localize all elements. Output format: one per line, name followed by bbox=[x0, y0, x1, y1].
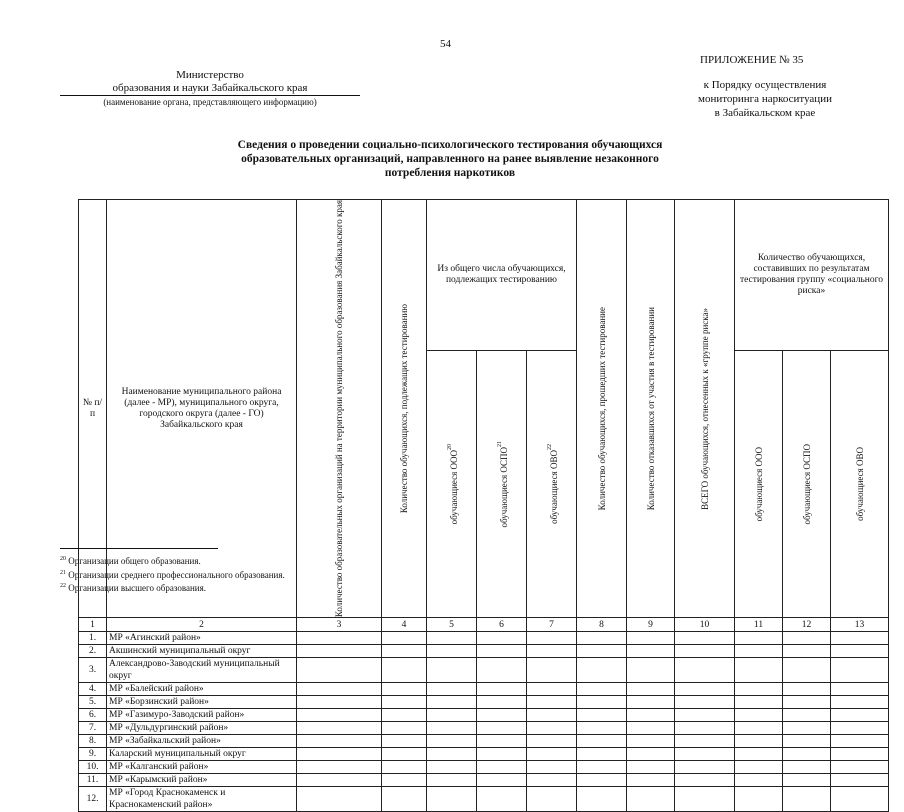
empty-cell bbox=[577, 632, 627, 645]
empty-cell bbox=[831, 787, 889, 812]
row-index: 7. bbox=[79, 722, 107, 735]
footnote-ref-21: 21 bbox=[496, 440, 503, 447]
report-title bbox=[180, 138, 720, 180]
empty-cell bbox=[577, 645, 627, 658]
empty-cell bbox=[427, 774, 477, 787]
header-refused bbox=[627, 200, 675, 618]
column-number-row bbox=[79, 618, 889, 632]
appendix-subtitle-line: мониторинга наркоситуации bbox=[698, 93, 832, 105]
row-name: МР «Балейский район» bbox=[107, 683, 297, 696]
column-number: 3 bbox=[297, 618, 382, 632]
empty-cell bbox=[527, 658, 577, 683]
row-index: 8. bbox=[79, 735, 107, 748]
empty-cell bbox=[783, 722, 831, 735]
row-index: 12. bbox=[79, 787, 107, 812]
empty-cell bbox=[477, 787, 527, 812]
empty-cell bbox=[675, 709, 735, 722]
footnote-text: Организации общего образования. bbox=[68, 556, 201, 566]
footnote-text: Организации среднего профессионального образования. bbox=[68, 569, 285, 580]
empty-cell bbox=[382, 761, 427, 774]
header-org-count-text: Количество образовательных организаций на территории муниципального образования Забайкальского края bbox=[334, 200, 344, 618]
empty-cell bbox=[675, 735, 735, 748]
empty-cell bbox=[735, 645, 783, 658]
empty-cell bbox=[783, 774, 831, 787]
empty-cell bbox=[577, 696, 627, 709]
row-index: 2. bbox=[79, 645, 107, 658]
empty-cell bbox=[382, 658, 427, 683]
header-group-subject: Из общего числа обучающихся, подлежащих тестированию bbox=[427, 200, 577, 351]
empty-cell bbox=[783, 645, 831, 658]
empty-cell bbox=[382, 632, 427, 645]
empty-cell bbox=[831, 658, 889, 683]
row-name: Каларский муниципальный округ bbox=[107, 748, 297, 761]
empty-cell bbox=[735, 709, 783, 722]
empty-cell bbox=[675, 787, 735, 812]
empty-cell bbox=[427, 658, 477, 683]
empty-cell bbox=[297, 683, 382, 696]
row-index: 10. bbox=[79, 761, 107, 774]
footnotes bbox=[60, 554, 285, 595]
header-risk-ooo bbox=[735, 351, 783, 618]
empty-cell bbox=[577, 748, 627, 761]
empty-cell bbox=[427, 722, 477, 735]
table-row bbox=[79, 696, 889, 709]
footnote-number: 22 bbox=[60, 583, 66, 589]
empty-cell bbox=[527, 761, 577, 774]
empty-cell bbox=[735, 722, 783, 735]
table-row bbox=[79, 683, 889, 696]
table-row bbox=[79, 709, 889, 722]
table-row bbox=[79, 735, 889, 748]
report-title-line: потребления наркотиков bbox=[384, 167, 516, 179]
empty-cell bbox=[831, 774, 889, 787]
row-name: МР «Город Краснокаменск и Краснокаменский район» bbox=[107, 787, 297, 812]
empty-cell bbox=[382, 787, 427, 812]
column-number: 11 bbox=[735, 618, 783, 632]
header-subject-count-text: Количество обучающихся, подлежащих тестированию bbox=[399, 304, 409, 514]
empty-cell bbox=[783, 632, 831, 645]
row-index: 9. bbox=[79, 748, 107, 761]
empty-cell bbox=[675, 658, 735, 683]
empty-cell bbox=[831, 696, 889, 709]
empty-cell bbox=[783, 748, 831, 761]
empty-cell bbox=[477, 683, 527, 696]
empty-cell bbox=[675, 761, 735, 774]
empty-cell bbox=[577, 722, 627, 735]
empty-cell bbox=[627, 787, 675, 812]
row-index: 1. bbox=[79, 632, 107, 645]
empty-cell bbox=[783, 787, 831, 812]
reporting-authority bbox=[60, 69, 360, 109]
table-row bbox=[79, 774, 889, 787]
empty-cell bbox=[477, 709, 527, 722]
column-number: 8 bbox=[577, 618, 627, 632]
empty-cell bbox=[382, 696, 427, 709]
empty-cell bbox=[831, 709, 889, 722]
empty-cell bbox=[831, 722, 889, 735]
empty-cell bbox=[527, 774, 577, 787]
row-name: МР «Агинский район» bbox=[107, 632, 297, 645]
column-number: 6 bbox=[477, 618, 527, 632]
empty-cell bbox=[577, 709, 627, 722]
header-subject-ospo-text: обучающиеся ОСПО bbox=[498, 446, 509, 528]
header-num: № п/п bbox=[79, 200, 107, 618]
empty-cell bbox=[427, 787, 477, 812]
empty-cell bbox=[735, 761, 783, 774]
empty-cell bbox=[382, 645, 427, 658]
empty-cell bbox=[831, 735, 889, 748]
header-subject-ooo-text: обучающиеся ООО bbox=[448, 449, 459, 525]
row-index: 5. bbox=[79, 696, 107, 709]
empty-cell bbox=[735, 696, 783, 709]
empty-cell bbox=[527, 748, 577, 761]
empty-cell bbox=[735, 683, 783, 696]
empty-cell bbox=[297, 748, 382, 761]
empty-cell bbox=[831, 632, 889, 645]
empty-cell bbox=[831, 645, 889, 658]
empty-cell bbox=[627, 658, 675, 683]
empty-cell bbox=[783, 709, 831, 722]
column-number: 12 bbox=[783, 618, 831, 632]
header-risk-ospo-text: обучающиеся ОСПО bbox=[801, 443, 812, 525]
empty-cell bbox=[527, 683, 577, 696]
empty-cell bbox=[477, 645, 527, 658]
authority-caption: (наименование органа, представляющего информацию) bbox=[103, 97, 317, 107]
row-name: Акшинский муниципальный округ bbox=[107, 645, 297, 658]
authority-name-line2: образования и науки Забайкальского края bbox=[60, 82, 360, 96]
empty-cell bbox=[627, 632, 675, 645]
row-name: МР «Дульдургинский район» bbox=[107, 722, 297, 735]
header-passed bbox=[577, 200, 627, 618]
column-number: 7 bbox=[527, 618, 577, 632]
empty-cell bbox=[527, 632, 577, 645]
authority-name-line1: Министерство bbox=[176, 69, 244, 81]
empty-cell bbox=[297, 658, 382, 683]
empty-cell bbox=[735, 658, 783, 683]
empty-cell bbox=[527, 735, 577, 748]
empty-cell bbox=[427, 709, 477, 722]
empty-cell bbox=[527, 696, 577, 709]
column-number: 5 bbox=[427, 618, 477, 632]
empty-cell bbox=[427, 645, 477, 658]
empty-cell bbox=[477, 696, 527, 709]
column-number: 13 bbox=[831, 618, 889, 632]
empty-cell bbox=[382, 722, 427, 735]
empty-cell bbox=[527, 722, 577, 735]
appendix-subtitle-line: в Забайкальском крае bbox=[714, 107, 816, 119]
footnote-ref-22: 22 bbox=[546, 444, 553, 451]
header-subject-ospo bbox=[477, 351, 527, 618]
empty-cell bbox=[783, 683, 831, 696]
row-name: МР «Калганский район» bbox=[107, 761, 297, 774]
footnote-ref-20: 20 bbox=[446, 443, 453, 450]
empty-cell bbox=[427, 761, 477, 774]
empty-cell bbox=[735, 748, 783, 761]
empty-cell bbox=[297, 645, 382, 658]
footnote-number: 20 bbox=[60, 556, 66, 562]
row-name: Александрово-Заводский муниципальный округ bbox=[107, 658, 297, 683]
header-passed-text: Количество обучающихся, прошедших тестирование bbox=[596, 306, 607, 511]
table-row bbox=[79, 645, 889, 658]
empty-cell bbox=[627, 748, 675, 761]
empty-cell bbox=[783, 761, 831, 774]
column-number: 2 bbox=[107, 618, 297, 632]
empty-cell bbox=[577, 683, 627, 696]
appendix-title: ПРИЛОЖЕНИЕ № 35 bbox=[700, 54, 804, 66]
empty-cell bbox=[627, 735, 675, 748]
empty-cell bbox=[382, 709, 427, 722]
empty-cell bbox=[627, 709, 675, 722]
column-number: 9 bbox=[627, 618, 675, 632]
empty-cell bbox=[427, 632, 477, 645]
footnote-text: Организации высшего образования. bbox=[68, 583, 206, 593]
header-group-risk: Количество обучающихся, составивших по результатам тестирования группу «социального риска» bbox=[735, 200, 889, 351]
empty-cell bbox=[577, 787, 627, 812]
empty-cell bbox=[831, 761, 889, 774]
table-row bbox=[79, 787, 889, 812]
empty-cell bbox=[297, 787, 382, 812]
header-risk-ovo-text: обучающиеся ОВО bbox=[854, 447, 865, 521]
row-index: 3. bbox=[79, 658, 107, 683]
testing-report-table bbox=[78, 199, 889, 812]
empty-cell bbox=[427, 748, 477, 761]
row-index: 11. bbox=[79, 774, 107, 787]
empty-cell bbox=[297, 761, 382, 774]
header-subject-ovo bbox=[527, 351, 577, 618]
empty-cell bbox=[577, 658, 627, 683]
empty-cell bbox=[527, 645, 577, 658]
empty-cell bbox=[675, 774, 735, 787]
footnote bbox=[60, 554, 285, 568]
empty-cell bbox=[527, 709, 577, 722]
row-index: 6. bbox=[79, 709, 107, 722]
empty-cell bbox=[783, 735, 831, 748]
empty-cell bbox=[382, 774, 427, 787]
column-number: 1 bbox=[79, 618, 107, 632]
row-name: МР «Забайкальский район» bbox=[107, 735, 297, 748]
table-row bbox=[79, 722, 889, 735]
page-number: 54 bbox=[440, 38, 451, 50]
empty-cell bbox=[735, 774, 783, 787]
empty-cell bbox=[735, 632, 783, 645]
empty-cell bbox=[382, 683, 427, 696]
empty-cell bbox=[382, 748, 427, 761]
empty-cell bbox=[297, 774, 382, 787]
empty-cell bbox=[382, 735, 427, 748]
empty-cell bbox=[427, 696, 477, 709]
empty-cell bbox=[477, 735, 527, 748]
empty-cell bbox=[427, 683, 477, 696]
footnote bbox=[60, 581, 285, 595]
empty-cell bbox=[735, 735, 783, 748]
empty-cell bbox=[675, 748, 735, 761]
empty-cell bbox=[297, 632, 382, 645]
table-row bbox=[79, 632, 889, 645]
row-index: 4. bbox=[79, 683, 107, 696]
empty-cell bbox=[477, 632, 527, 645]
empty-cell bbox=[783, 658, 831, 683]
footnote bbox=[60, 568, 285, 582]
empty-cell bbox=[675, 722, 735, 735]
empty-cell bbox=[627, 761, 675, 774]
empty-cell bbox=[427, 735, 477, 748]
empty-cell bbox=[577, 774, 627, 787]
row-name: МР «Борзинский район» bbox=[107, 696, 297, 709]
empty-cell bbox=[783, 696, 831, 709]
header-org-count bbox=[297, 200, 382, 618]
empty-cell bbox=[477, 761, 527, 774]
header-total-risk-text: ВСЕГО обучающихся, отнесенных к «группе риска» bbox=[699, 307, 710, 510]
header-risk-ooo-text: обучающиеся ООО bbox=[753, 446, 764, 522]
empty-cell bbox=[675, 645, 735, 658]
empty-cell bbox=[675, 683, 735, 696]
row-name: МР «Газимуро-Заводский район» bbox=[107, 709, 297, 722]
table-row bbox=[79, 658, 889, 683]
empty-cell bbox=[577, 761, 627, 774]
empty-cell bbox=[297, 709, 382, 722]
header-subject-ovo-text: обучающиеся ОВО bbox=[548, 450, 559, 524]
empty-cell bbox=[627, 722, 675, 735]
header-refused-text: Количество отказавшихся от участия в тестировании bbox=[645, 306, 656, 511]
header-subject-ooo bbox=[427, 351, 477, 618]
empty-cell bbox=[627, 683, 675, 696]
empty-cell bbox=[297, 722, 382, 735]
empty-cell bbox=[477, 774, 527, 787]
empty-cell bbox=[477, 722, 527, 735]
empty-cell bbox=[297, 735, 382, 748]
empty-cell bbox=[527, 787, 577, 812]
empty-cell bbox=[831, 748, 889, 761]
empty-cell bbox=[477, 748, 527, 761]
appendix-subtitle-line: к Порядку осуществления bbox=[703, 79, 827, 91]
empty-cell bbox=[577, 735, 627, 748]
empty-cell bbox=[627, 696, 675, 709]
empty-cell bbox=[627, 774, 675, 787]
table-row bbox=[79, 761, 889, 774]
header-risk-ospo bbox=[783, 351, 831, 618]
report-title-line: Сведения о проведении социально-психологического тестирования обучающихся bbox=[237, 139, 663, 151]
appendix-subtitle bbox=[660, 78, 870, 120]
row-name: МР «Карымский район» bbox=[107, 774, 297, 787]
header-risk-ovo bbox=[831, 351, 889, 618]
header-name: Наименование муниципального района (далее - МР), муниципального округа, городского округа (далее - ГО) Забайкальского края bbox=[107, 200, 297, 618]
column-number: 10 bbox=[675, 618, 735, 632]
header-total-risk bbox=[675, 200, 735, 618]
report-title-line: образовательных организаций, направленного на ранее выявление незаконного bbox=[241, 153, 659, 165]
empty-cell bbox=[831, 683, 889, 696]
empty-cell bbox=[477, 658, 527, 683]
empty-cell bbox=[297, 696, 382, 709]
footnote-number: 21 bbox=[60, 569, 66, 576]
column-number: 4 bbox=[382, 618, 427, 632]
footnote-divider bbox=[60, 548, 218, 549]
header-subject-count bbox=[382, 200, 427, 618]
empty-cell bbox=[675, 696, 735, 709]
empty-cell bbox=[735, 787, 783, 812]
empty-cell bbox=[627, 645, 675, 658]
table-row bbox=[79, 748, 889, 761]
empty-cell bbox=[675, 632, 735, 645]
